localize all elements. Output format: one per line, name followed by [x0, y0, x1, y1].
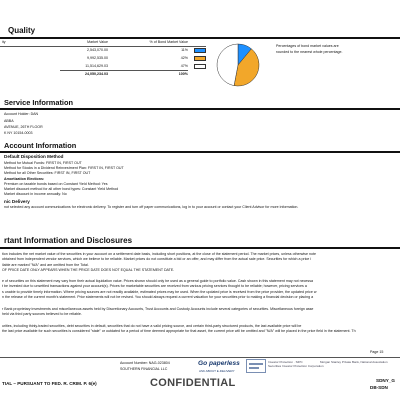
col-header-type: ity [2, 40, 6, 44]
row-market-value: 11,514,629.03 [85, 64, 108, 68]
disclosure-line: ilable are marked "N/A" and are omitted from the Total. [2, 262, 89, 267]
disclosure-paragraph-4 [2, 324, 356, 335]
disclosure-line: t be invested due to unsettled transactions against your account(s). Prices for marketable securities are received from various pricing services thought to be reliable; however, pricing services a [2, 284, 307, 289]
edelivery-text: not selected any account communications for electronic delivery. To register and turn off paper communications, log in to your account or contact your Client Advisor for more information. [4, 205, 299, 209]
sipc-seal-icon [246, 359, 266, 373]
disclosure-paragraph-1 [2, 252, 316, 274]
row-pct: 47% [180, 64, 188, 68]
legend-swatch [194, 56, 206, 61]
section-rule [0, 108, 400, 110]
bank-disclosure-text: Morgan Stanley Private Bank, National Association [320, 360, 388, 364]
row-pct: 11% [181, 48, 188, 52]
section-title-disclosures: rtant Information and Disclosures [4, 236, 133, 245]
disclosure-line: n the release of the current month's statement. Prior statements will not be revised. You should always request a current valuation for your securities prior to making a financial decision or placing a [2, 295, 314, 300]
header-underline [0, 46, 206, 47]
confidential-stamp: CONFIDENTIAL [150, 377, 236, 389]
section-title-account: Account Information [4, 141, 77, 150]
page-number: Page 15 [370, 350, 384, 354]
section-title-quality: Quality [8, 26, 36, 35]
go-paperless-logo: Go paperless [198, 360, 240, 367]
amortization-premium: Premium on taxable bonds based on Constant Yield Method: Yes [4, 182, 108, 186]
row-market-value: 2,543,070.00 [87, 48, 108, 52]
bates-id-2: DB-SDN [370, 385, 388, 390]
pie-note-line1: Percentages of bond market values are [276, 44, 339, 48]
total-pct: 100% [178, 72, 188, 76]
disposition-stocks: Method for Stocks in a Dividend Reinvestment Plan: FIRST IN, FIRST OUT [4, 166, 124, 170]
total-underline [60, 70, 188, 71]
pie-note-line2: rounded to the nearest whole percentage. [276, 50, 343, 54]
disclosure-line: obtained from independent vendor services, which we believe to be reliable. Market prices do not constitute a bid or an offer, and may differ from the actual sale price. Securities for which a price i [2, 257, 312, 262]
legend-swatch [194, 64, 206, 69]
disclosure-line: urities, including thinly-traded securities, debt securities in default, securities that do not have a valid pricing source, and certain third-party structured products, the last available price will be [2, 324, 302, 328]
section-title-service: Service Information [4, 98, 73, 107]
quality-pie-chart [215, 42, 261, 88]
disclosure-paragraph-2 [2, 279, 316, 301]
account-number: Account Number: NAG-023804 [120, 361, 170, 365]
section-rule [0, 247, 400, 249]
amortization-title: Amortization Elections: [4, 177, 45, 181]
footer-rule [0, 357, 400, 358]
disclosure-line: the last price available for such securities is considered "stale" or outdated for a period of time deemed appropriate for that asset, the current price will be omitted and "N/A" will be placed in the price field in the statement. Th [2, 329, 356, 334]
amortization-market-discount: Market discount method for all other bond types: Constant Yield Method [4, 187, 119, 191]
account-entity: SOUTHERN FINANCIAL LLC [120, 367, 168, 371]
disclosure-line: tion includes the net market value of the securities in your account on a settlement date basis, including short positions, at the close of the statement period. The market prices, unless otherwise note [2, 252, 316, 256]
sipc-text [268, 360, 324, 368]
disposition-other: Method for all Other Securities: FIRST IN, FIRST OUT [4, 171, 91, 175]
col-header-pct: % of Bond Market Value [149, 40, 188, 44]
service-address-line1: ABBA [4, 119, 14, 123]
disclosure-paragraph-3 [2, 307, 313, 318]
disposition-title: Default Disposition Method [4, 154, 64, 159]
go-paperless-subtext: ASK ABOUT E-DELIVERY [199, 369, 235, 373]
confidential-notice: TIAL – PURSUANT TO FED. R. CRIM. P. 6(e) [2, 381, 97, 386]
disclosure-line: held via third party sources believed to be reliable. [2, 312, 82, 317]
edelivery-title: nic Delivery [4, 199, 30, 204]
advisor-name: Account Holder: DAN [4, 112, 39, 116]
amortization-income: Market discount in income annually: No [4, 192, 67, 196]
service-address-line3: K NY 10154-0003 [4, 131, 33, 135]
disclosure-line: s unable to provide timely information. Where pricing sources are not readily available, estimated prices may be used. When the updated price is received from the price provider, the updated price w [2, 289, 317, 294]
section-rule [0, 37, 400, 39]
disclosure-line: e of securities on this statement may vary from their actual liquidation value. Prices shown should only be used as a general guide to portfolio value. Cash shown in this statement may not necessa [2, 279, 314, 283]
disposition-mutual-funds: Method for Mutual Funds: FIRST IN, FIRST OUT [4, 161, 82, 165]
pie-slice [217, 44, 238, 86]
col-header-market-value: Market Value [87, 40, 108, 44]
row-market-value: 9,992,535.00 [87, 56, 108, 60]
section-rule [0, 151, 400, 153]
sipc-line: Securities Investor Protection Corporation [268, 364, 324, 368]
sipc-line: Investor Protection · SIPC [268, 360, 303, 364]
service-address-line2: AVENUE, 26TH FLOOR [4, 125, 43, 129]
total-market-value: 24,050,234.03 [85, 72, 108, 76]
pie-slices [217, 44, 259, 86]
row-pct: 42% [180, 56, 188, 60]
disclosure-line: OF PRICE DATE ONLY APPEARS WHEN THE PRICE DATE DOES NOT EQUAL THE STATEMENT DATE. [2, 268, 175, 273]
bates-id-1: SDNY_G [376, 378, 395, 383]
disclosure-line: r Bank proprietary investments and miscellaneous assets held by Discretionary Accounts, Trust Accounts and Custody Accounts include several categories of securities. Miscellaneous foreign asse [2, 307, 314, 311]
legend-swatch [194, 48, 206, 53]
